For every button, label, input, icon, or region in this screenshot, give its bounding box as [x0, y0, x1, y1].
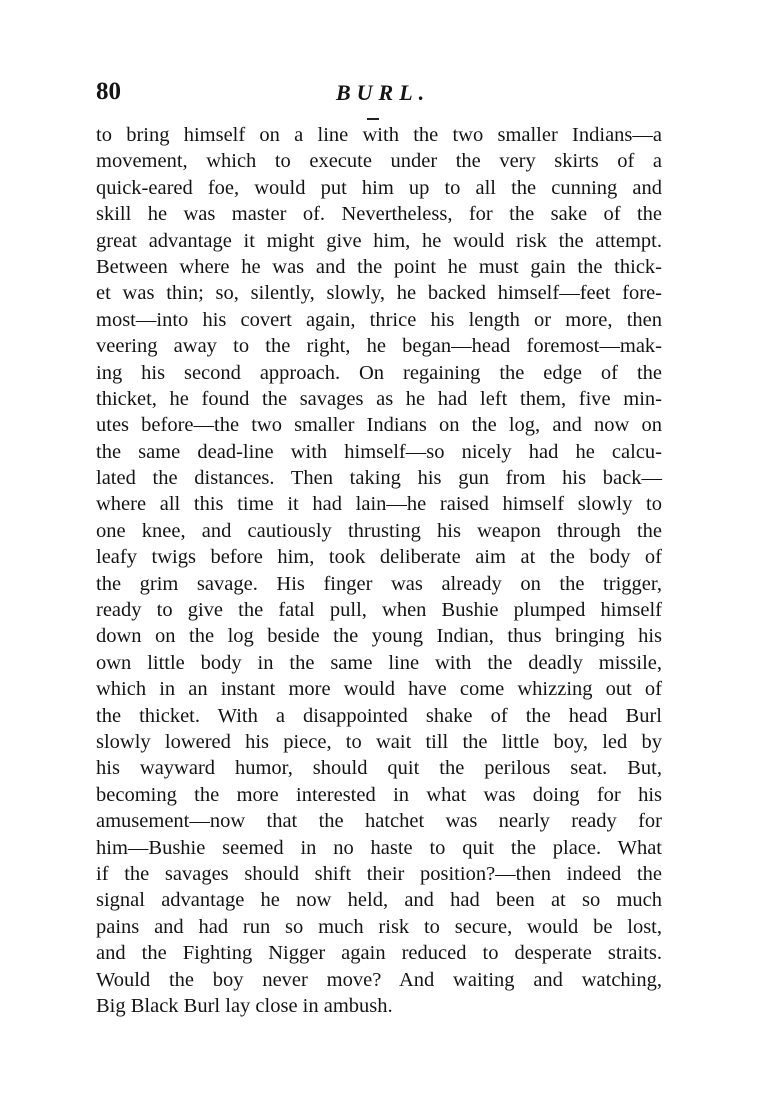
text-line: veering away to the right, he began—head foremost—mak-	[96, 335, 662, 358]
text-line: signal advantage he now held, and had been at so much	[96, 889, 662, 912]
text-line: him—Bushie seemed in no haste to quit the place. What	[96, 836, 662, 859]
text-line: great advantage it might give him, he would risk the attempt.	[96, 229, 662, 252]
title-rule	[367, 118, 379, 120]
text-line: becoming the more interested in what was doing for his	[96, 783, 662, 806]
text-line: thicket, he found the savages as he had left them, five min-	[96, 387, 662, 410]
text-line: to bring himself on a line with the two smaller Indians—a	[96, 124, 662, 146]
running-title: BURL.	[336, 80, 431, 105]
text-line: leafy twigs before him, took deliberate aim at the body of	[96, 546, 662, 569]
text-line: Between where he was and the point he must gain the thick-	[96, 255, 662, 278]
text-line: down on the log beside the young Indian, thus bringing his	[96, 625, 662, 648]
text-line: ready to give the fatal pull, when Bushie plumped himself	[96, 599, 662, 622]
text-line: which in an instant more would have come whizzing out of	[96, 678, 662, 701]
text-line: movement, which to execute under the very skirts of a	[96, 150, 662, 173]
text-line: utes before—the two smaller Indians on the log, and now on	[96, 414, 662, 437]
text-line: slowly lowered his piece, to wait till the little boy, led by	[96, 730, 662, 753]
text-line: own little body in the same line with the deadly missile,	[96, 651, 662, 674]
text-line: where all this time it had lain—he raised himself slowly to	[96, 493, 662, 516]
text-line: quick-eared foe, would put him up to all the cunning and	[96, 176, 662, 199]
text-line: if the savages should shift their position?—then indeed the	[96, 862, 662, 885]
text-line: et was thin; so, silently, slowly, he backed himself—feet fore-	[96, 282, 662, 305]
text-line: amusement—now that the hatchet was nearly ready for	[96, 810, 662, 833]
text-line: lated the distances. Then taking his gun from his back—	[96, 467, 662, 490]
text-line: and the Fighting Nigger again reduced to desperate straits.	[96, 942, 662, 965]
page-number: 80	[96, 78, 121, 105]
text-line: the same dead-line with himself—so nicely had he calcu-	[96, 440, 662, 463]
text-line: pains and had run so much risk to secure, would be lost,	[96, 915, 662, 938]
text-line: skill he was master of. Nevertheless, for the sake of the	[96, 203, 662, 226]
body-text	[96, 122, 662, 1019]
text-line: his wayward humor, should quit the perilous seat. But,	[96, 757, 662, 780]
text-line: one knee, and cautiously thrusting his weapon through the	[96, 519, 662, 542]
text-line: ing his second approach. On regaining the edge of the	[96, 361, 662, 384]
text-line: the grim savage. His finger was already on the trigger,	[96, 572, 662, 595]
text-line: most—into his covert again, thrice his length or more, then	[96, 308, 662, 331]
text-line: Big Black Burl lay close in ambush.	[96, 994, 393, 1017]
text-line: Would the boy never move? And waiting and watching,	[96, 968, 662, 991]
text-line: the thicket. With a disappointed shake of the head Burl	[96, 704, 662, 727]
